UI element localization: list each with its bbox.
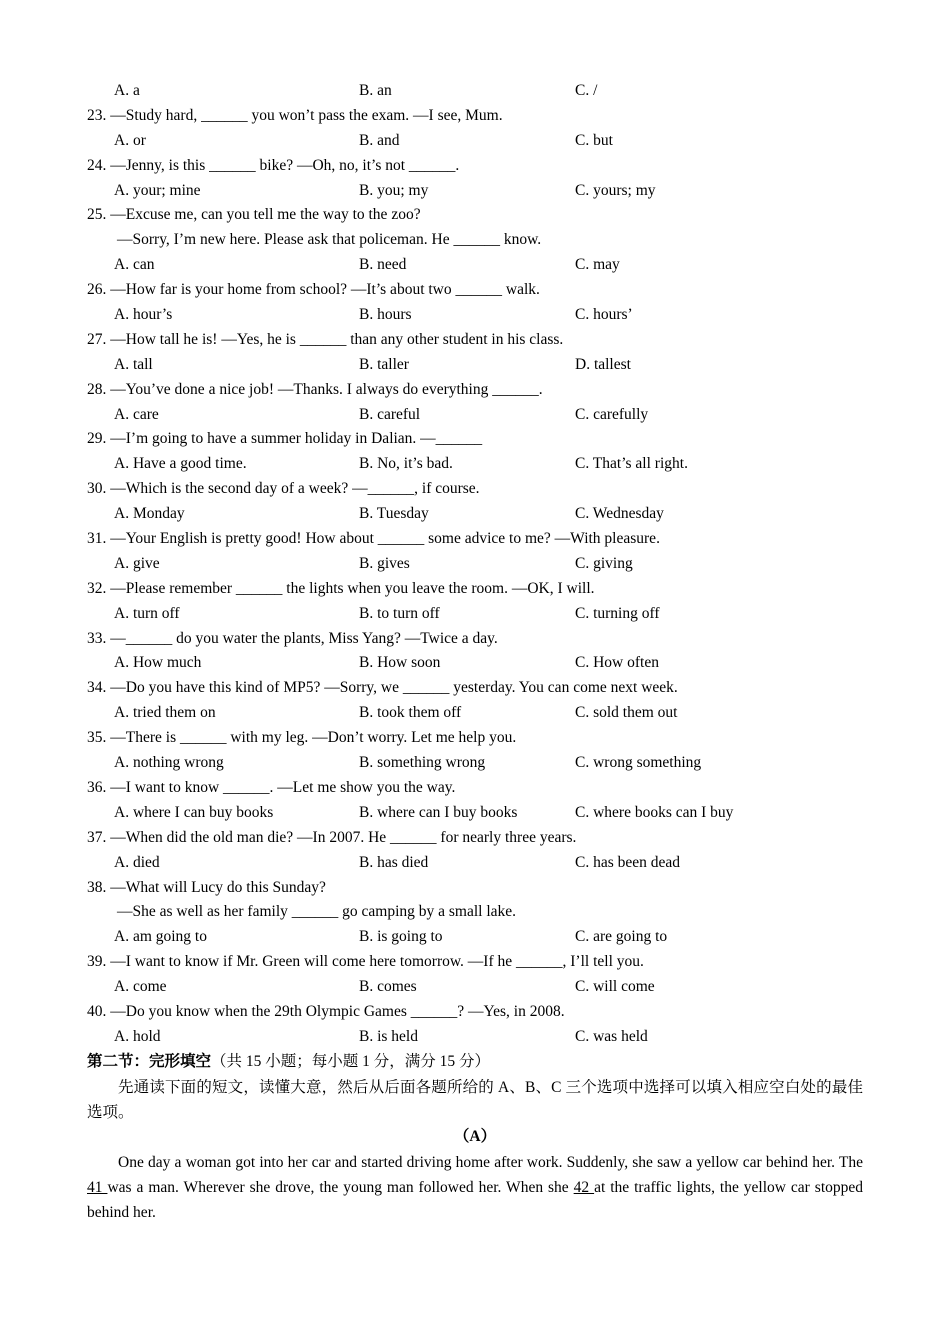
passage-label: （A） — [453, 1127, 497, 1145]
option-c: C. hours’ — [575, 306, 633, 324]
option-c: C. will come — [575, 978, 655, 996]
question-stem: 29. —I’m going to have a summer holiday in Dalian. —______ — [87, 430, 483, 448]
option-c: C. yours; my — [575, 181, 656, 199]
option-b: B. you; my — [359, 181, 429, 199]
question-stem: 40. —Do you know when the 29th Olympic Games ______? —Yes, in 2008. — [87, 1002, 565, 1020]
option-c: C. giving — [575, 554, 633, 572]
question-stem-continued: —Sorry, I’m new here. Please ask that policeman. He ______ know. — [117, 231, 542, 249]
options-row — [87, 353, 863, 378]
option-b: B. where can I buy books — [359, 803, 518, 821]
section-title: 第二节：完形填空 — [87, 1052, 212, 1070]
option-b: B. No, it’s bad. — [359, 455, 453, 473]
option-a: A. nothing wrong — [114, 754, 224, 772]
option-b: B. need — [359, 256, 407, 274]
option-a: A. hold — [114, 1027, 161, 1045]
question-stem: 37. —When did the old man die? —In 2007. He ______ for nearly three years. — [87, 828, 577, 846]
section-heading — [87, 1050, 863, 1075]
question-stem: 31. —Your English is pretty good! How about ______ some advice to me? —With pleasure. — [87, 530, 660, 548]
option-a: A. a — [114, 82, 140, 99]
option-a: A. or — [114, 131, 146, 149]
option-b: B. hours — [359, 306, 412, 324]
option-c: C. was held — [575, 1027, 648, 1045]
option-b: B. careful — [359, 405, 421, 423]
options-row — [87, 253, 863, 278]
option-b: B. took them off — [359, 704, 462, 722]
question-stem-continued: —She as well as her family ______ go camping by a small lake. — [117, 903, 517, 921]
options-row — [87, 452, 863, 477]
option-b: B. Tuesday — [359, 505, 429, 523]
option-a: A. died — [114, 853, 160, 871]
option-a: A. turn off — [114, 604, 180, 622]
option-c: C. are going to — [575, 928, 668, 946]
option-a: A. Have a good time. — [114, 455, 247, 473]
section-instructions: 先通读下面的短文，读懂大意，然后从后面各题所给的 A、B、C 三个选项中选择可以填入相应空白处的最佳选项。 — [87, 1078, 863, 1121]
option-a: A. can — [114, 256, 155, 274]
options-row — [87, 925, 863, 950]
option-c: C. may — [575, 256, 620, 274]
options-row — [87, 651, 863, 676]
option-a: A. come — [114, 978, 167, 996]
options-row — [87, 129, 863, 154]
option-c: C. How often — [575, 654, 659, 672]
option-c: D. tallest — [575, 355, 631, 373]
question-stem: 27. —How tall he is! —Yes, he is ______ than any other student in his class. — [87, 330, 564, 348]
options-row — [87, 1025, 863, 1050]
options-row — [87, 602, 863, 627]
question-stem: 38. —What will Lucy do this Sunday? — [87, 878, 326, 896]
option-c: C. wrong something — [575, 754, 702, 772]
options-row — [87, 179, 863, 204]
option-a: A. tall — [114, 355, 153, 373]
option-c: C. sold them out — [575, 704, 678, 722]
question-stem: 23. —Study hard, ______ you won’t pass the exam. —I see, Mum. — [87, 106, 503, 124]
option-b: B. something wrong — [359, 754, 486, 772]
option-b: B. How soon — [359, 654, 441, 672]
blank-41: 41 — [87, 1178, 108, 1196]
options-row — [87, 79, 863, 104]
option-a: A. give — [114, 554, 160, 572]
option-c: C. turning off — [575, 604, 660, 622]
options-row — [87, 975, 863, 1000]
options-row — [87, 751, 863, 776]
blank-42: 42 — [573, 1178, 595, 1196]
option-a: A. where I can buy books — [114, 803, 274, 821]
option-a: A. Monday — [114, 505, 185, 523]
option-b: B. has died — [359, 853, 429, 871]
option-a: A. your; mine — [114, 181, 201, 199]
option-b: B. is held — [359, 1027, 418, 1045]
passage-paragraph: One day a woman got into her car and started driving home after work. Suddenly, she saw a yellow car behind her. The 41 was a man. Wherever she drove, the young man followed her. When she 42 at the traffic lights, the yellow car stopped behind her. — [87, 1153, 864, 1221]
option-c: C. has been dead — [575, 853, 681, 871]
options-row — [87, 303, 863, 328]
options-row — [87, 552, 863, 577]
options-row — [87, 701, 863, 726]
question-stem: 34. —Do you have this kind of MP5? —Sorry, we ______ yesterday. You can come next week. — [87, 679, 678, 697]
question-stem: 36. —I want to know ______. —Let me show you the way. — [87, 778, 456, 796]
option-c: C. Wednesday — [575, 505, 664, 523]
question-stem: 24. —Jenny, is this ______ bike? —Oh, no, it’s not ______. — [87, 156, 460, 174]
option-c: C. / — [575, 82, 598, 99]
question-list — [87, 104, 863, 1050]
option-b: B. taller — [359, 355, 409, 373]
question-stem: 25. —Excuse me, can you tell me the way to the zoo? — [87, 206, 421, 224]
option-a: A. care — [114, 405, 159, 423]
options-row — [87, 851, 863, 876]
option-c: C. carefully — [575, 405, 649, 423]
question-stem: 26. —How far is your home from school? —It’s about two ______ walk. — [87, 281, 540, 299]
option-a: A. How much — [114, 654, 202, 672]
option-b: B. to turn off — [359, 604, 440, 622]
option-b: B. gives — [359, 554, 410, 572]
question-stem: 28. —You’ve done a nice job! —Thanks. I always do everything ______. — [87, 380, 543, 398]
question-stem: 32. —Please remember ______ the lights when you leave the room. —OK, I will. — [87, 579, 595, 597]
option-b: B. and — [359, 131, 400, 149]
question-stem: 39. —I want to know if Mr. Green will come here tomorrow. —If he ______, I’ll tell you. — [87, 953, 644, 971]
option-b: B. is going to — [359, 928, 443, 946]
option-b: B. comes — [359, 978, 417, 996]
exam-page — [87, 79, 863, 1225]
section-note: （共 15 小题；每小题 1 分，满分 15 分） — [211, 1052, 491, 1070]
option-a: A. am going to — [114, 928, 207, 946]
option-c: C. but — [575, 131, 613, 149]
options-row — [87, 502, 863, 527]
option-a: A. hour’s — [114, 306, 173, 324]
option-a: A. tried them on — [114, 704, 216, 722]
options-row — [87, 403, 863, 428]
question-stem: 30. —Which is the second day of a week? —______, if course. — [87, 480, 480, 498]
option-b: B. an — [359, 82, 392, 99]
option-c: C. where books can I buy — [575, 803, 734, 821]
question-stem: 35. —There is ______ with my leg. —Don’t worry. Let me help you. — [87, 729, 517, 747]
option-c: C. That’s all right. — [575, 455, 688, 473]
options-row — [87, 801, 863, 826]
question-stem: 33. —______ do you water the plants, Miss Yang? —Twice a day. — [87, 629, 498, 647]
